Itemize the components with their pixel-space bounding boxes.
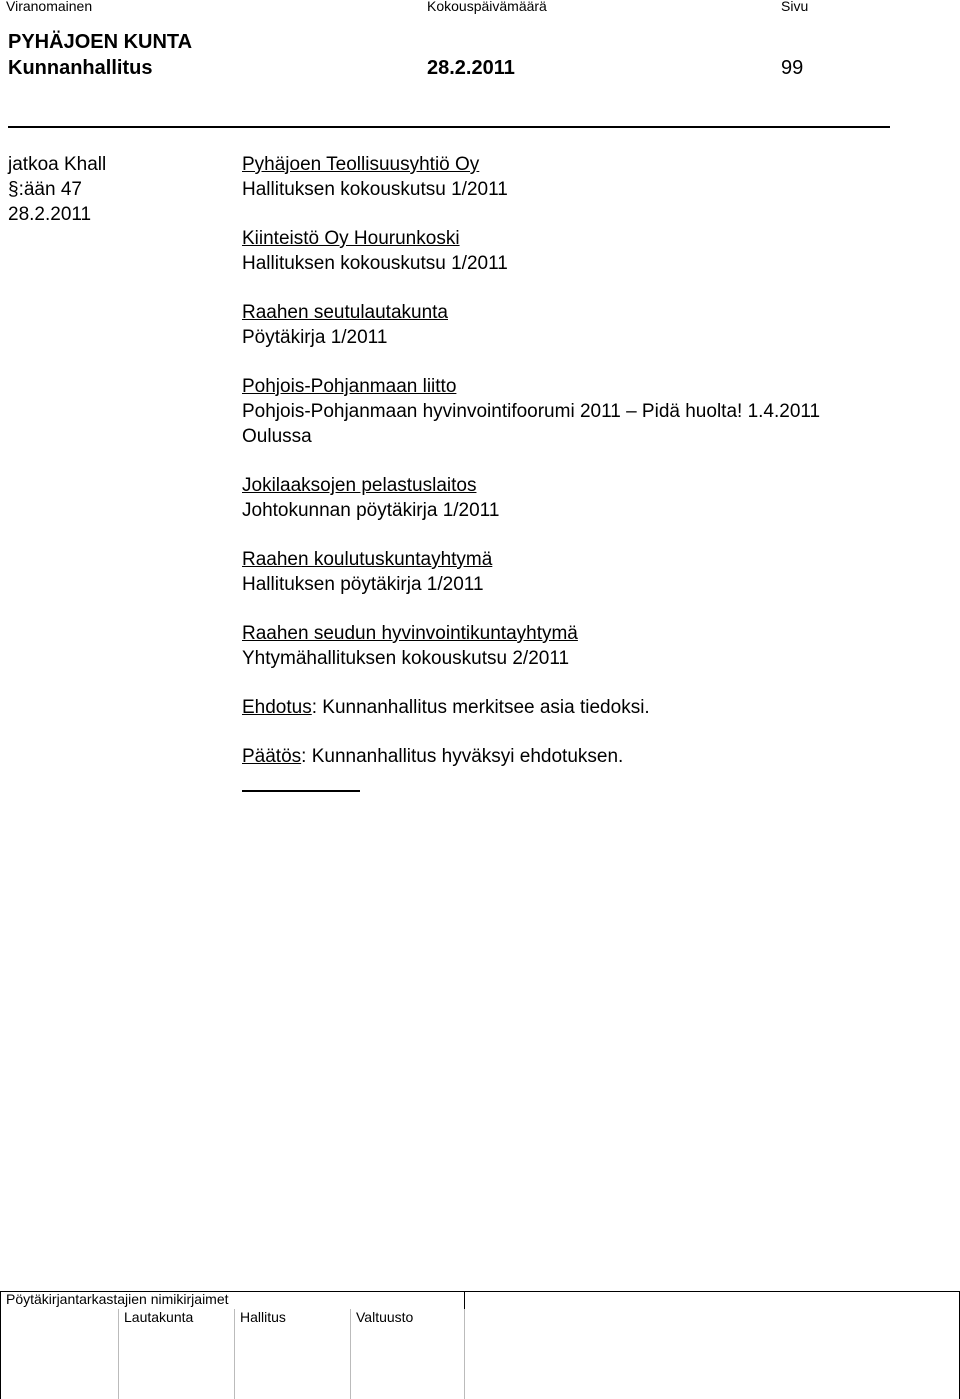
- item-org: Pyhäjoen Teollisuusyhtiö Oy: [242, 154, 480, 175]
- header-divider: [8, 126, 890, 128]
- governing-body: Kunnanhallitus: [8, 57, 153, 79]
- footer-col-divider: [234, 1309, 235, 1399]
- end-of-section-rule: [242, 790, 360, 792]
- proposal-text: : Kunnanhallitus merkitsee asia tiedoksi.: [311, 697, 650, 718]
- meeting-date: 28.2.2011: [427, 57, 515, 79]
- item-doc: Hallituksen pöytäkirja 1/2011: [242, 574, 484, 595]
- footer-col-divider: [350, 1309, 351, 1399]
- decision-label: Päätös: [242, 746, 302, 767]
- item-doc: Pöytäkirja 1/2011: [242, 327, 388, 348]
- decision-text: : Kunnanhallitus hyväksyi ehdotuksen.: [301, 746, 624, 767]
- header-meeting-date-label: Kokouspäivämäärä: [427, 0, 547, 14]
- footer-title: Pöytäkirjantarkastajien nimikirjaimet: [6, 1291, 229, 1307]
- item-doc: Johtokunnan pöytäkirja 1/2011: [242, 500, 500, 521]
- item-doc: Pohjois-Pohjanmaan hyvinvointifoorumi 2011 – Pidä huolta! 1.4.2011: [242, 401, 821, 422]
- margin-continuation: jatkoa Khall: [8, 154, 107, 175]
- item-org: Raahen seudun hyvinvointikuntayhtymä: [242, 623, 578, 644]
- item-doc: Hallituksen kokouskutsu 1/2011: [242, 253, 508, 274]
- footer-left-border: [0, 1291, 1, 1399]
- item-doc: Yhtymähallituksen kokouskutsu 2/2011: [242, 648, 570, 669]
- header-page-label: Sivu: [781, 0, 809, 14]
- item-org: Kiinteistö Oy Hourunkoski: [242, 228, 460, 249]
- page-number: 99: [781, 57, 804, 79]
- footer-col-divider: [464, 1309, 465, 1399]
- proposal: [242, 697, 650, 719]
- footer-divider-top: [464, 1291, 465, 1309]
- item-org: Jokilaaksojen pelastuslaitos: [242, 475, 477, 496]
- margin-date: 28.2.2011: [8, 204, 92, 225]
- municipality-name: PYHÄJOEN KUNTA: [8, 31, 193, 53]
- item-org: Pohjois-Pohjanmaan liitto: [242, 376, 457, 397]
- footer-col-divider: [118, 1309, 119, 1399]
- proposal-label: Ehdotus: [242, 697, 312, 718]
- item-org: Raahen koulutuskuntayhtymä: [242, 549, 493, 570]
- margin-section: §:ään 47: [8, 179, 82, 200]
- footer-col-hallitus: Hallitus: [240, 1309, 286, 1325]
- header-authority-label: Viranomainen: [6, 0, 93, 14]
- footer-col-lautakunta: Lautakunta: [124, 1309, 194, 1325]
- item-doc: Hallituksen kokouskutsu 1/2011: [242, 179, 508, 200]
- item-org: Raahen seutulautakunta: [242, 302, 448, 323]
- footer-col-valtuusto: Valtuusto: [356, 1309, 414, 1325]
- item-doc-continued: Oulussa: [242, 426, 312, 447]
- decision: [242, 746, 623, 768]
